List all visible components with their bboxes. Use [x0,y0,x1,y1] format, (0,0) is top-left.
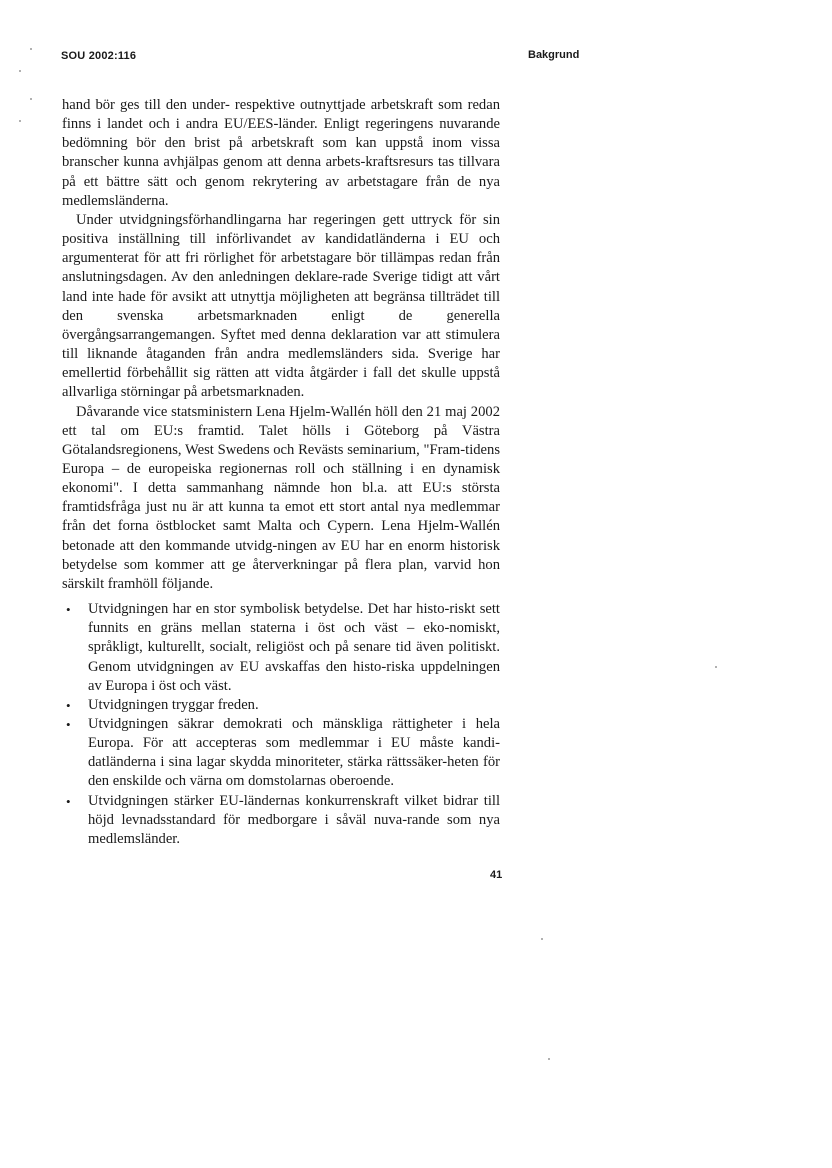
bullet-item-1 [62,600,500,696]
bullet-text-4: Utvidgningen stärker EU-ländernas konkurrenskraft vilket bidrar till höjd levnadsstandard för medborgare i såväl nuva-rande som nya medlemsländer. [88,792,500,847]
paragraph-3: Dåvarande vice statsministern Lena Hjelm-Wallén höll den 21 maj 2002 ett tal om EU:s framtid. Talet hölls i Göteborg på Västra Götalandsregionens, West Swedens och Revästs seminarium, "Fram-tidens Europa – de europeiska regionernas roll och ställning i en dynamisk ekonomi". I detta sammanhang nämnde hon bl.a. att EU:s största framtidsfråga just nu är att kunna ta emot ett stort antal nya medlemmar från det forna östblocket samt Malta och Cypern. Lena Hjelm-Wallén betonade att den kommande utvidg-ningen av EU har en enorm historisk betydelse som kommer att ge återverkningar på flera plan, varvid hon särskilt framhöll följande. [62,403,500,592]
body-text [62,96,500,849]
scan-speck [541,938,543,940]
running-header-report-id: SOU 2002:116 [61,50,137,62]
bullet-item-4 [62,792,500,849]
bullet-list [62,600,500,849]
scan-speck [19,70,21,72]
paragraph-2: Under utvidgningsförhandlingarna har regeringen gett uttryck för sin positiva inställning till införlivandet av kandidatländerna i EU och argumenterat för att fri rörlighet för arbetstagare bör tillämpas redan från anslutningsdagen. Av den anledningen deklare-rade Sverige tidigt att vårt land inte hade för avsikt att utnyttja möjligheten att begränsa tillträdet till den svenska arbetsmarknaden enligt de generella övergångsarrangemangen. Syftet med denna deklaration var att stimulera till liknande åtaganden från andra medlemsländers sida. Sverige har emellertid förbehållit sig rätten att vidta åtgärder i fall det skulle uppstå allvarliga störningar på arbetsmarknaden. [62,211,500,401]
running-header-section: Bakgrund [528,49,580,61]
bullet-icon: • [66,602,71,618]
scan-speck [548,1058,550,1060]
bullet-item-3 [62,715,500,792]
scan-speck [30,98,32,100]
page-number: 41 [490,869,503,881]
bullet-text-1: Utvidgningen har en stor symbolisk betydelse. Det har histo-riskt sett funnits en gräns mellan staterna i öst och väst – eko-nomiskt, språkligt, kulturellt, socialt, religiöst och på senare tid även politiskt. Genom utvidgningen av EU avskaffas den histo-riska uppdelningen av Europa i öst och väst. [88,601,500,694]
bullet-text-2: Utvidgningen tryggar freden. [88,696,259,713]
scan-speck [19,120,21,122]
bullet-item-2 [62,696,500,715]
bullet-icon: • [66,793,71,809]
bullet-icon: • [66,697,71,713]
bullet-text-3: Utvidgningen säkrar demokrati och mänskliga rättigheter i hela Europa. För att accepteras som medlemmar i EU måste kandi-datländerna i sina lagar skydda minoriteter, stärka rättssäker-heten för den enskilde och värna om domstolarnas oberoende. [88,716,500,790]
scan-speck [715,666,717,668]
scan-speck [30,48,32,50]
paragraph-1: hand bör ges till den under- respektive outnyttjade arbetskraft som redan finns i landet och i andra EU/EES-länder. Enligt regeringens nuvarande bedömning bör den brist på arbetskraft som kan uppstå inom vissa branscher kunna avhjälpas genom att denna arbets-kraftsresurs tas tillvara på ett bättre sätt och genom rekrytering av arbetstagare från de nya medlemsländerna. [62,97,500,209]
bullet-icon: • [66,717,71,732]
